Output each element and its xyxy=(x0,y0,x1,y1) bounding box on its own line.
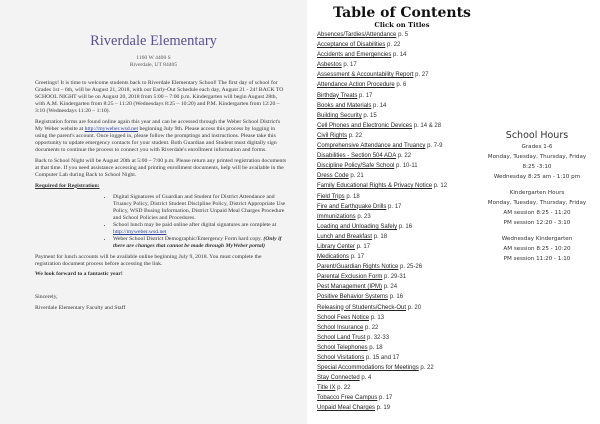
toc-link[interactable]: Releasing of Students/Check-Out xyxy=(317,304,407,311)
toc-page: p. 14 xyxy=(393,52,407,59)
toc-page: p. 17 xyxy=(388,203,402,210)
toc-page: p. 32-33 xyxy=(367,334,390,341)
school-address xyxy=(0,55,307,69)
toc-link[interactable]: Dress Code xyxy=(317,173,349,180)
toc-page: p. 17 xyxy=(359,92,373,99)
toc-item xyxy=(317,60,447,70)
toc-item xyxy=(317,192,447,202)
toc-link[interactable]: Unpaid Meal Charges xyxy=(317,405,376,412)
toc-link[interactable]: Positive Behavior Systems xyxy=(317,294,389,301)
toc-link[interactable]: School Land Trust xyxy=(317,334,366,341)
toc-page: p. 22 xyxy=(387,42,401,49)
table-of-contents-page xyxy=(307,0,600,424)
toc-page: p. 15 and 17 xyxy=(365,355,400,361)
greeting-paragraph: Greetings! It is time to welcome students back to Riverdale Elementary School! The first day of school for Grades 1st – 6th, will be August 21, 2018, with our Early-Out Schedule each day, August 21 - 24! BACK TO SCHOOL NIGHT will be on August 20, 2018 from 5:00 – 7:00 p.m. Kindergarten will begin August 28th, with A.M. Kindergarten from 8:25 – 11:20 (Wednesdays 8:25 – 10:20) and P.M. Kindergarten from 12:20 – 3:10 (Wednesdays 11:20 – 1:10). xyxy=(35,80,284,115)
closing-line: We look forward to a fantastic year! xyxy=(35,271,123,278)
toc-link[interactable]: Stay Connected xyxy=(317,375,360,382)
kindergarten-pm: PM session 12:20 - 3:10 xyxy=(503,220,571,226)
toc-link[interactable]: Accidents and Emergencies xyxy=(317,52,392,59)
back-to-school-paragraph: Back to School Night will be August 20th at 5:00 – 7:00 p.m. Please return any printed registration documents at that time. If you need assistance accessing and printing enrollment documents, help will be available in the Computer Lab during Back to School Night. xyxy=(35,157,287,179)
toc-item xyxy=(317,171,447,181)
toc-link[interactable]: Assessment & Accountability Report xyxy=(317,72,414,79)
wednesday-kindergarten-am: AM session 8:25 - 10:20 xyxy=(503,246,571,252)
toc-link[interactable]: Special Accommodations for Meetings xyxy=(317,365,419,372)
toc-item xyxy=(317,232,447,242)
toc-page: p. 18 xyxy=(346,193,360,200)
school-title: Riverdale Elementary xyxy=(90,33,217,49)
toc-link[interactable]: School Visitations xyxy=(317,355,365,361)
address-line-2: Riverdale, UT 84405 xyxy=(129,62,178,68)
toc-item xyxy=(317,373,447,383)
toc-item xyxy=(317,303,447,313)
toc-link[interactable]: Loading and Unloading Safely xyxy=(317,223,398,230)
toc-page: p. 18 xyxy=(369,344,383,351)
toc-title: Table of Contents xyxy=(333,5,471,21)
toc-page: p. 22 xyxy=(337,385,351,392)
kindergarten-am: AM session 8:25 - 11:20 xyxy=(503,210,571,216)
toc-link[interactable]: Pest Management (IPM) xyxy=(317,284,383,291)
hours-days: Monday, Tuesday, Thursday, Friday xyxy=(487,154,587,160)
toc-link[interactable]: Parental Exclusion Form xyxy=(317,274,383,281)
toc-link[interactable]: Comprehensive Attendance and Truancy xyxy=(317,143,426,150)
toc-page: p. 7-9 xyxy=(427,143,443,150)
toc-page: p. 17 xyxy=(343,62,357,69)
toc-item xyxy=(317,313,447,323)
toc-page: p. 21 xyxy=(350,173,364,180)
toc-page: p. 20 xyxy=(407,304,422,311)
toc-item xyxy=(317,121,447,131)
toc-item xyxy=(317,151,447,161)
hours-wednesday: Wednesday 8:25 am - 1:10 pm xyxy=(493,174,581,180)
toc-link[interactable]: Birthday Treats xyxy=(317,92,358,99)
toc-item xyxy=(317,30,447,40)
toc-link[interactable]: Immunizations xyxy=(317,213,356,220)
toc-item xyxy=(317,252,447,262)
form-note: (Only if there are changes that cannot be made through MyWeber portal) xyxy=(113,236,282,250)
toc-page: p. 14 & 28 xyxy=(413,122,442,129)
letter-body xyxy=(35,80,287,316)
toc-link[interactable]: School Telephones xyxy=(317,344,368,351)
toc-item xyxy=(317,262,447,272)
toc-link[interactable]: Attendance Action Procedure xyxy=(317,82,395,89)
toc-item xyxy=(317,353,447,363)
toc-link[interactable]: Cell Phones and Electronic Devices xyxy=(317,122,413,129)
toc-page: p. 16 xyxy=(398,223,413,230)
toc-page: p. 6 xyxy=(396,82,407,89)
toc-link[interactable]: Fire and Earthquake Drills xyxy=(317,203,387,210)
toc-page: p. 16 xyxy=(389,294,404,301)
toc-page: p. 10-11 xyxy=(396,163,418,170)
school-hours xyxy=(467,129,600,264)
wednesday-kindergarten-title: Wednesday Kindergarten xyxy=(501,236,573,242)
lunch-text: School lunch may be paid online after digital signatures are complete at xyxy=(113,222,277,229)
registration-paragraph xyxy=(35,119,287,154)
toc-item xyxy=(317,403,447,413)
toc-page: p. 19 xyxy=(376,405,391,412)
toc-page: p. 22 xyxy=(348,132,363,139)
toc-link[interactable]: Absences/Tardies/Attendance xyxy=(317,32,397,38)
required-item xyxy=(113,236,287,250)
toc-item xyxy=(317,40,447,50)
toc-item xyxy=(317,50,447,60)
toc-link[interactable]: Building Security xyxy=(317,112,362,119)
required-item xyxy=(113,222,287,236)
registration-text-b: beginning July 9th. Please access this process by logging in using the parent's account. Once logged in, please follow the promptings and instructions. Please take this opportunity to update emergency contacts for your student. Both Guardian and Student must digitally sign documents to continue the process to connect you with Riverdale's enrollment information and forms. xyxy=(35,126,277,154)
toc-item xyxy=(317,282,447,292)
toc-link[interactable]: Title IX xyxy=(317,385,336,392)
toc-link[interactable]: Books and Materials xyxy=(317,102,372,109)
toc-page: p. 14 xyxy=(373,102,387,109)
toc-link[interactable]: School Insurance xyxy=(317,324,364,331)
toc-list xyxy=(317,30,447,414)
toc-item xyxy=(317,202,447,212)
toc-item xyxy=(317,111,447,121)
address-line-1: 1160 W 4400 S xyxy=(136,55,171,61)
toc-item xyxy=(317,272,447,282)
toc-page: p. 4 xyxy=(361,375,372,382)
toc-link[interactable]: Civil Rights xyxy=(317,132,348,139)
hours-title: School Hours xyxy=(505,130,569,141)
toc-link[interactable]: Parent/Guardian Rights Notice xyxy=(317,264,399,271)
toc-page: p. 22 xyxy=(397,153,412,160)
payment-paragraph: Payment for lunch accounts will be available online beginning July 9, 2018. You must complete the registration document process before accessing the link. xyxy=(35,253,262,267)
toc-item xyxy=(317,393,447,403)
myweber-link[interactable]: http://myweber.wsd.net xyxy=(84,126,139,133)
toc-item xyxy=(317,363,447,373)
hours-time: 8:25 -3:10 xyxy=(522,164,552,170)
toc-item xyxy=(317,131,447,141)
required-list xyxy=(35,194,287,251)
wednesday-kindergarten-pm: PM session 11:20 - 1:10 xyxy=(503,256,571,262)
sincerely: Sincerely, xyxy=(35,294,58,301)
toc-link[interactable]: Disabilities - Section 504 ADA xyxy=(317,153,397,160)
registration-text-a: Registration forms are found online again this year and can be accessed through the Weber School District's My Weber website at xyxy=(35,118,281,133)
hours-grades: Grades 1-6 xyxy=(521,144,553,150)
toc-page: p. 12 xyxy=(433,183,448,190)
toc-item xyxy=(317,343,447,353)
required-item: • Digital Signatures of Guardian and Student for District Attendance and Truancy Policy, District Student Discipline Policy, District Appropriate Use Policy, WSD Busing Information, District Unpaid Meal Charges Procedure and School Policies and Procedures. xyxy=(113,194,287,222)
toc-link[interactable]: Library Center xyxy=(317,243,356,250)
kindergarten-days: Monday, Tuesday, Thursday, Friday xyxy=(487,200,587,206)
toc-page: p. 24 xyxy=(383,284,398,291)
toc-link[interactable]: Medications xyxy=(317,254,350,261)
toc-item xyxy=(317,242,447,252)
toc-page: p. 17 xyxy=(356,243,371,250)
toc-item xyxy=(317,91,447,101)
toc-item xyxy=(317,212,447,222)
toc-item xyxy=(317,101,447,111)
toc-subtitle: Click on Titles xyxy=(374,21,430,29)
toc-link[interactable]: Family Educational Rights & Privacy Notice xyxy=(317,183,433,190)
toc-page: p. 29-31 xyxy=(384,274,407,281)
toc-page: p. 13 xyxy=(370,314,385,321)
toc-item xyxy=(317,141,447,151)
toc-item xyxy=(317,70,447,80)
toc-page: p. 25-26 xyxy=(400,264,423,271)
signature: Riverdale Elementary Faculty and Staff xyxy=(35,304,126,311)
toc-page: p. 27 xyxy=(415,72,429,79)
toc-link[interactable]: School Fees Notice xyxy=(317,314,370,321)
myweber-link[interactable]: http://myweber.wsd.net xyxy=(113,229,167,236)
toc-page: p. 17 xyxy=(350,254,365,261)
toc-page: p. 23 xyxy=(357,213,371,220)
toc-page: p. 17 xyxy=(379,395,393,402)
toc-link[interactable]: Asbestos xyxy=(317,62,342,69)
toc-item xyxy=(317,383,447,393)
form-text: Weber School District Demographic/Emergency Form hard copy. xyxy=(113,236,264,243)
toc-page: p. 18 xyxy=(373,233,388,240)
toc-link[interactable]: Lunch and Breakfast xyxy=(317,233,373,240)
toc-item xyxy=(317,222,447,232)
kindergarten-title: Kindergarten Hours xyxy=(509,190,565,196)
toc-item xyxy=(317,161,447,171)
toc-item xyxy=(317,323,447,333)
required-heading: Required for Registration: xyxy=(35,182,100,189)
toc-item xyxy=(317,292,447,302)
toc-link[interactable]: Acceptance of Disabilities xyxy=(317,42,386,49)
toc-page: p. 22 xyxy=(365,324,379,331)
toc-item xyxy=(317,333,447,343)
toc-item xyxy=(317,80,447,90)
toc-page: p. 15 xyxy=(363,112,377,119)
toc-item xyxy=(317,181,447,191)
toc-link[interactable]: Tobacco Free Campus xyxy=(317,395,378,402)
toc-page: p. 5 xyxy=(398,32,409,38)
toc-link[interactable]: Field Trips xyxy=(317,193,345,200)
toc-link[interactable]: Discipline Policy/Safe School xyxy=(317,163,395,170)
toc-page: p. 22 xyxy=(420,365,434,372)
